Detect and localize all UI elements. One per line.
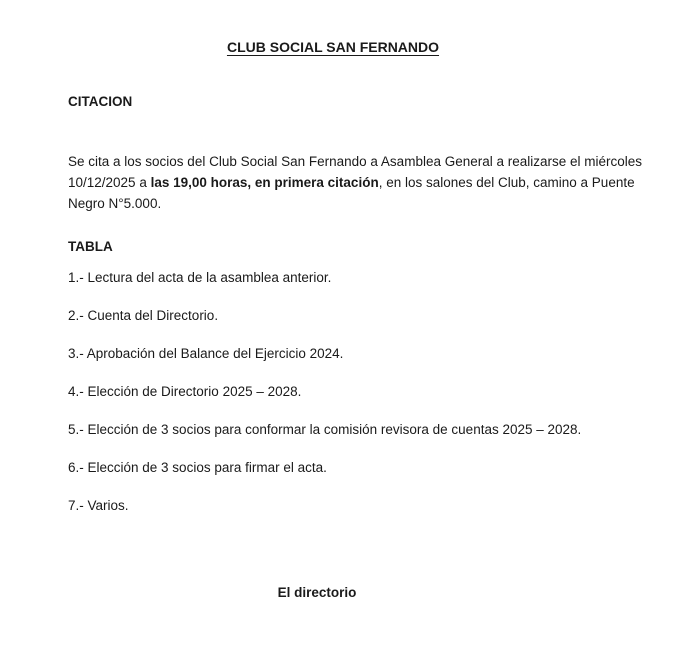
agenda-item-5: 5.- Elección de 3 socios para conformar la comisión revisora de cuentas 2025 – 2028. [68,422,582,437]
citacion-heading: CITACION [68,94,133,109]
agenda-item-4: 4.- Elección de Directorio 2025 – 2028. [68,384,302,399]
agenda-item-2: 2.- Cuenta del Directorio. [68,308,219,323]
citation-text-bold: las 19,00 horas, en primera citación [150,175,379,190]
agenda-item-7: 7.- Varios. [68,498,129,513]
signature-line: El directorio [277,585,357,600]
citation-text-end: , en los salones del Club, camino a Puente Negro N°5.000. [68,175,635,211]
agenda-item-1: 1.- Lectura del acta de la asamblea anterior. [68,270,332,285]
tabla-heading: TABLA [68,239,113,254]
citation-paragraph [68,151,646,214]
citation-text-start: Se cita a los socios del Club Social San Fernando a Asamblea General a realizarse el miércoles 10/12/2025 a [68,154,643,190]
agenda-item-6: 6.- Elección de 3 socios para firmar el acta. [68,460,327,475]
document-title: CLUB SOCIAL SAN FERNANDO [226,39,440,55]
agenda-item-3: 3.- Aprobación del Balance del Ejercicio 2024. [68,346,344,361]
